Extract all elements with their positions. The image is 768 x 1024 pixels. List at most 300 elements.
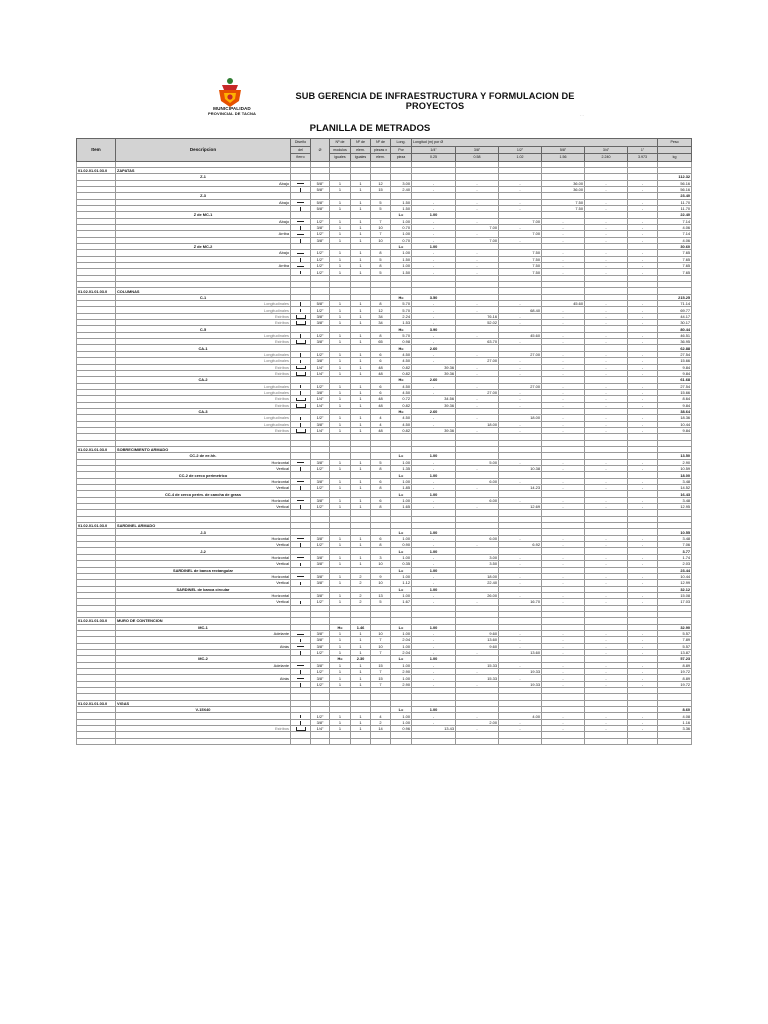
piezas-value: 10 xyxy=(371,580,391,586)
longitud-pieza-value: 1.00 xyxy=(391,643,412,649)
longitud-por-diametro: - xyxy=(585,459,628,465)
modulos-value: 1 xyxy=(330,561,351,567)
elementos-value: 1 xyxy=(351,662,371,668)
piezas-value: 8 xyxy=(371,332,391,338)
longitud-pieza-value: 1.00 xyxy=(391,554,412,560)
longitud-por-diametro: - xyxy=(628,478,658,484)
longitud-por-diametro: - xyxy=(585,199,628,205)
longitud-por-diametro: 7.50 xyxy=(542,205,585,211)
modulos-value: 1 xyxy=(330,580,351,586)
longitud-por-diametro: - xyxy=(585,669,628,675)
longitud-por-diametro: - xyxy=(628,415,658,421)
empty-cell xyxy=(291,738,311,744)
longitud-por-diametro: - xyxy=(542,726,585,732)
under-shape-icon xyxy=(297,202,304,203)
longitud-por-diametro: - xyxy=(456,396,499,402)
diameter-value: 3/8" xyxy=(311,637,330,643)
longitud-por-diametro: - xyxy=(499,205,542,211)
element-length-label: L= xyxy=(391,624,412,630)
longitud-por-diametro: - xyxy=(412,339,456,345)
section-item-code: 01.02.01.01.03.0 xyxy=(77,523,116,529)
longitud-por-diametro: 13.60 xyxy=(499,649,542,655)
longitud-por-diametro: - xyxy=(585,351,628,357)
peso-value: 4.08 xyxy=(658,713,692,719)
header-nmodulos-1: Nº de xyxy=(330,139,351,147)
longitud-por-diametro: - xyxy=(628,396,658,402)
longitud-por-diametro: - xyxy=(542,370,585,376)
longitud-pieza-value: 0.90 xyxy=(391,542,412,548)
longitud-por-diametro: - xyxy=(628,231,658,237)
longitud-por-diametro: - xyxy=(499,675,542,681)
empty-cell xyxy=(456,738,499,744)
elementos-value: 1 xyxy=(351,269,371,275)
empty-cell xyxy=(391,738,412,744)
longitud-por-diametro: - xyxy=(585,535,628,541)
longitud-por-diametro: - xyxy=(585,630,628,636)
longitud-por-diametro: 39.36 xyxy=(412,427,456,433)
longitud-por-diametro: - xyxy=(499,497,542,503)
section-title: ZAPATAS xyxy=(116,167,291,173)
piezas-value: 7 xyxy=(371,649,391,655)
longitud-por-diametro: - xyxy=(542,719,585,725)
modulos-value: 1 xyxy=(330,592,351,598)
under-shape-icon xyxy=(297,481,304,482)
longitud-por-diametro: - xyxy=(499,427,542,433)
longitud-por-diametro: - xyxy=(456,427,499,433)
diameter-value: 1/2" xyxy=(311,218,330,224)
longitud-por-diametro: - xyxy=(412,681,456,687)
longitud-por-diametro: - xyxy=(499,313,542,319)
longitud-por-diametro: - xyxy=(628,332,658,338)
longitud-por-diametro: 15.33 xyxy=(456,675,499,681)
longitud-por-diametro: - xyxy=(412,497,456,503)
modulos-value: 1 xyxy=(330,396,351,402)
header-disenio-2: del xyxy=(291,146,311,154)
header-npiezas-3: elem. xyxy=(371,154,391,162)
longitud-por-diametro: - xyxy=(499,396,542,402)
longitud-por-diametro: - xyxy=(412,415,456,421)
piezas-value: 4 xyxy=(371,415,391,421)
peso-value: 44.17 xyxy=(658,313,692,319)
longitud-por-diametro: - xyxy=(628,662,658,668)
bar-shape-icon xyxy=(300,302,301,306)
longitud-por-diametro: - xyxy=(499,364,542,370)
longitud-por-diametro: - xyxy=(585,599,628,605)
piezas-value: 48 xyxy=(371,396,391,402)
longitud-por-diametro: 12.69 xyxy=(499,504,542,510)
longitud-por-diametro: - xyxy=(542,681,585,687)
bracket-shape-icon xyxy=(296,727,306,731)
longitud-por-diametro: - xyxy=(585,320,628,326)
longitud-por-diametro: 7.50 xyxy=(499,250,542,256)
peso-value: 8.64 xyxy=(658,396,692,402)
header-npiezas-1: Nº de xyxy=(371,139,391,147)
longitud-por-diametro: 36.00 xyxy=(542,186,585,192)
row-description: Estribos xyxy=(116,313,291,319)
longitud-por-diametro: - xyxy=(542,250,585,256)
diameter-value: 3/8" xyxy=(311,573,330,579)
modulos-value: 1 xyxy=(330,643,351,649)
modulos-value: 1 xyxy=(330,681,351,687)
peso-value: 7.14 xyxy=(658,218,692,224)
row-description: Longitudinales xyxy=(116,383,291,389)
element-length-value: 3.50 xyxy=(412,294,456,300)
longitud-por-diametro: - xyxy=(585,504,628,510)
longitud-por-diametro: - xyxy=(585,269,628,275)
longitud-por-diametro: - xyxy=(628,402,658,408)
longitud-por-diametro: - xyxy=(542,307,585,313)
longitud-por-diametro: 19.33 xyxy=(499,681,542,687)
element-length-label: L= xyxy=(391,529,412,535)
peso-value: 9.84 xyxy=(658,370,692,376)
piezas-value: 4 xyxy=(371,421,391,427)
header-kg: kg xyxy=(658,154,692,162)
bar-shape-icon xyxy=(300,467,301,471)
under-shape-icon xyxy=(297,462,304,463)
bar-shape-icon xyxy=(300,258,301,262)
header-diameter: 1/4" xyxy=(412,146,456,154)
piezas-value: 5 xyxy=(371,599,391,605)
longitud-pieza-value: 1.00 xyxy=(391,630,412,636)
longitud-pieza-value: 1.00 xyxy=(391,250,412,256)
modulos-value: 1 xyxy=(330,186,351,192)
element-length-value: 1.00 xyxy=(412,529,456,535)
longitud-por-diametro: - xyxy=(499,592,542,598)
section-item-code: 01.02.01.01.03.0 xyxy=(77,446,116,452)
longitud-por-diametro: - xyxy=(412,389,456,395)
longitud-por-diametro: - xyxy=(542,592,585,598)
diameter-value: 1/2" xyxy=(311,466,330,472)
longitud-por-diametro: - xyxy=(542,637,585,643)
longitud-por-diametro: 16.70 xyxy=(499,599,542,605)
diameter-value: 5/8" xyxy=(311,180,330,186)
row-description: Horizontal xyxy=(116,592,291,598)
peso-value: 15.66 xyxy=(658,389,692,395)
longitud-por-diametro: - xyxy=(585,478,628,484)
peso-value: 8.89 xyxy=(658,675,692,681)
modulos-value: 1 xyxy=(330,313,351,319)
piezas-value: 8 xyxy=(371,301,391,307)
row-description: Vertical xyxy=(116,466,291,472)
longitud-por-diametro: - xyxy=(585,681,628,687)
bar-shape-icon xyxy=(300,239,301,243)
longitud-por-diametro: 27.00 xyxy=(456,389,499,395)
longitud-por-diametro: - xyxy=(628,542,658,548)
header-long-2: Por xyxy=(391,146,412,154)
diameter-value: 3/8" xyxy=(311,421,330,427)
longitud-por-diametro: - xyxy=(542,497,585,503)
piezas-value: 65 xyxy=(371,339,391,345)
elementos-value: 2 xyxy=(351,580,371,586)
elementos-value: 1 xyxy=(351,339,371,345)
longitud-por-diametro: - xyxy=(499,186,542,192)
longitud-por-diametro: - xyxy=(412,542,456,548)
diameter-value: 3/8" xyxy=(311,535,330,541)
longitud-por-diametro: - xyxy=(585,643,628,649)
row-description: Abajo xyxy=(116,199,291,205)
longitud-por-diametro: - xyxy=(456,681,499,687)
piezas-value: 6 xyxy=(371,497,391,503)
elementos-value: 1 xyxy=(351,485,371,491)
elementos-value: 2 xyxy=(351,599,371,605)
longitud-por-diametro: - xyxy=(628,726,658,732)
bracket-shape-icon xyxy=(296,366,306,370)
diameter-value: 1/2" xyxy=(311,256,330,262)
element-weight-total: 8.60 xyxy=(658,707,692,713)
longitud-por-diametro: - xyxy=(542,351,585,357)
longitud-por-diametro: - xyxy=(499,421,542,427)
diameter-value: 1/2" xyxy=(311,681,330,687)
section-title: MURO DE CONTENCION xyxy=(116,618,291,624)
longitud-por-diametro: - xyxy=(585,421,628,427)
longitud-por-diametro: - xyxy=(456,485,499,491)
longitud-por-diametro: - xyxy=(456,307,499,313)
page-header-title xyxy=(270,91,600,111)
modulos-value: 1 xyxy=(330,301,351,307)
modulos-value: 1 xyxy=(330,205,351,211)
peso-value: 1.74 xyxy=(658,554,692,560)
longitud-por-diametro: - xyxy=(412,637,456,643)
longitud-por-diametro: - xyxy=(542,535,585,541)
longitud-pieza-value: 2.90 xyxy=(391,669,412,675)
longitud-pieza-value: 1.00 xyxy=(391,573,412,579)
row-description: Estribos xyxy=(116,339,291,345)
longitud-por-diametro: - xyxy=(542,554,585,560)
empty-cell xyxy=(542,738,585,744)
bar-shape-icon xyxy=(300,226,301,230)
longitud-por-diametro: - xyxy=(628,713,658,719)
longitud-por-diametro: - xyxy=(628,250,658,256)
header-nelem-2: elem. xyxy=(351,146,371,154)
modulos-value: 1 xyxy=(330,199,351,205)
elementos-value: 1 xyxy=(351,396,371,402)
bar-shape-icon xyxy=(300,683,301,687)
modulos-value: 1 xyxy=(330,383,351,389)
longitud-por-diametro: - xyxy=(628,205,658,211)
longitud-por-diametro: - xyxy=(412,561,456,567)
longitud-por-diametro: - xyxy=(456,669,499,675)
header-diameter: 1/2" xyxy=(499,146,542,154)
peso-value: 7.65 xyxy=(658,256,692,262)
bar-shape-icon xyxy=(300,334,301,338)
diameter-value: 3/8" xyxy=(311,358,330,364)
longitud-por-diametro: 7.50 xyxy=(499,256,542,262)
longitud-por-diametro: - xyxy=(499,478,542,484)
longitud-por-diametro: - xyxy=(412,478,456,484)
piezas-value: 5 xyxy=(371,256,391,262)
piezas-value: 13 xyxy=(371,592,391,598)
longitud-por-diametro: - xyxy=(628,497,658,503)
longitud-por-diametro: - xyxy=(412,358,456,364)
longitud-por-diametro: - xyxy=(585,637,628,643)
elementos-value: 1 xyxy=(351,497,371,503)
longitud-por-diametro: - xyxy=(412,421,456,427)
longitud-por-diametro: - xyxy=(585,383,628,389)
longitud-por-diametro: 6.92 xyxy=(499,542,542,548)
elementos-value: 1 xyxy=(351,389,371,395)
longitud-por-diametro: - xyxy=(542,580,585,586)
peso-value: 7.65 xyxy=(658,263,692,269)
peso-value: 15.08 xyxy=(658,592,692,598)
longitud-por-diametro: - xyxy=(456,199,499,205)
under-shape-icon xyxy=(297,646,304,647)
peso-value: 7.06 xyxy=(658,542,692,548)
under-shape-icon xyxy=(297,678,304,679)
element-name: CC-2 de cerco perimetrico xyxy=(116,472,291,478)
longitud-por-diametro: - xyxy=(499,561,542,567)
longitud-por-diametro: - xyxy=(542,256,585,262)
bracket-shape-icon xyxy=(296,398,306,402)
piezas-value: 12 xyxy=(371,180,391,186)
bracket-shape-icon xyxy=(296,315,306,319)
element-length-label: L= xyxy=(391,243,412,249)
piezas-value: 6 xyxy=(371,535,391,541)
longitud-pieza-value: 1.67 xyxy=(391,599,412,605)
element-weight-total: 22.40 xyxy=(658,212,692,218)
element-name: CA-2 xyxy=(116,377,291,383)
piezas-value: 8 xyxy=(371,466,391,472)
header-weight: 0.25 xyxy=(412,154,456,162)
longitud-por-diametro: - xyxy=(412,237,456,243)
longitud-por-diametro: 45.60 xyxy=(499,332,542,338)
elementos-value: 1 xyxy=(351,681,371,687)
longitud-por-diametro: - xyxy=(542,675,585,681)
piezas-value: 6 xyxy=(371,389,391,395)
longitud-por-diametro: - xyxy=(628,719,658,725)
longitud-por-diametro: - xyxy=(542,358,585,364)
row-description: Longitudinales xyxy=(116,389,291,395)
longitud-por-diametro: - xyxy=(499,726,542,732)
longitud-por-diametro: - xyxy=(542,599,585,605)
row-description: Arriba xyxy=(116,231,291,237)
longitud-por-diametro: 27.00 xyxy=(456,358,499,364)
longitud-por-diametro: - xyxy=(628,649,658,655)
under-shape-icon xyxy=(297,183,304,184)
longitud-por-diametro: - xyxy=(499,535,542,541)
diameter-value: 5/8" xyxy=(311,301,330,307)
piezas-value: 3 xyxy=(371,554,391,560)
row-description: Abajo xyxy=(116,250,291,256)
modulos-value: 1 xyxy=(330,497,351,503)
diameter-value: 3/8" xyxy=(311,339,330,345)
modulos-value: 1 xyxy=(330,573,351,579)
peso-value: 18.36 xyxy=(658,415,692,421)
header-title-line1: SUB GERENCIA DE INFRAESTRUCTURA Y FORMULACION DE xyxy=(295,91,575,101)
longitud-por-diametro: - xyxy=(542,427,585,433)
longitud-por-diametro: - xyxy=(585,237,628,243)
row-description: Estribos xyxy=(116,402,291,408)
longitud-por-diametro: 63.70 xyxy=(456,339,499,345)
longitud-por-diametro: - xyxy=(628,681,658,687)
longitud-por-diametro: - xyxy=(585,301,628,307)
longitud-por-diametro: - xyxy=(628,358,658,364)
longitud-por-diametro: - xyxy=(628,599,658,605)
diameter-value: 1/2" xyxy=(311,250,330,256)
longitud-por-diametro: - xyxy=(456,256,499,262)
under-shape-icon xyxy=(297,634,304,635)
longitud-por-diametro: - xyxy=(456,231,499,237)
bar-shape-icon xyxy=(300,309,301,313)
longitud-por-diametro: - xyxy=(542,459,585,465)
longitud-pieza-value: 2.04 xyxy=(391,637,412,643)
element-length-value: 1.00 xyxy=(412,453,456,459)
element-length-value: 3.90 xyxy=(412,326,456,332)
modulos-value: 1 xyxy=(330,554,351,560)
diameter-value: 1/4" xyxy=(311,726,330,732)
peso-value: 71.14 xyxy=(658,301,692,307)
diameter-value: 3/8" xyxy=(311,580,330,586)
element-name: Z-1 xyxy=(116,174,291,180)
longitud-por-diametro: - xyxy=(628,320,658,326)
row-description: Longitudinales xyxy=(116,351,291,357)
longitud-por-diametro: - xyxy=(499,643,542,649)
longitud-pieza-value: 0.35 xyxy=(391,561,412,567)
element-length-label: L= xyxy=(391,453,412,459)
row-description: Arriba xyxy=(116,263,291,269)
element-name: V-15X40 xyxy=(116,707,291,713)
longitud-por-diametro: - xyxy=(412,218,456,224)
diameter-value: 3/8" xyxy=(311,630,330,636)
longitud-por-diametro: 34.56 xyxy=(412,396,456,402)
peso-value: 69.77 xyxy=(658,307,692,313)
modulos-value: 1 xyxy=(330,466,351,472)
modulos-value: 1 xyxy=(330,256,351,262)
elementos-value: 1 xyxy=(351,332,371,338)
longitud-pieza-value: 0.82 xyxy=(391,427,412,433)
longitud-por-diametro: - xyxy=(542,649,585,655)
longitud-por-diametro: - xyxy=(499,199,542,205)
longitud-por-diametro: - xyxy=(542,478,585,484)
longitud-por-diametro: - xyxy=(628,466,658,472)
longitud-por-diametro: - xyxy=(585,649,628,655)
section-item-code: 01.02.01.01.03.0 xyxy=(77,618,116,624)
under-shape-icon xyxy=(297,500,304,501)
header-nelem-1: Nº de xyxy=(351,139,371,147)
longitud-por-diametro: - xyxy=(499,389,542,395)
longitud-por-diametro: - xyxy=(412,599,456,605)
piezas-value: 10 xyxy=(371,561,391,567)
longitud-por-diametro: - xyxy=(542,630,585,636)
metrados-table xyxy=(76,138,692,745)
piezas-value: 7 xyxy=(371,669,391,675)
longitud-por-diametro: - xyxy=(499,580,542,586)
longitud-pieza-value: 0.96 xyxy=(391,726,412,732)
element-length-label: L= xyxy=(391,548,412,554)
longitud-por-diametro: - xyxy=(499,224,542,230)
element-length-label: L= xyxy=(391,656,412,662)
diameter-value: 1/4" xyxy=(311,427,330,433)
longitud-por-diametro: - xyxy=(456,250,499,256)
longitud-por-diametro: - xyxy=(412,383,456,389)
longitud-por-diametro: - xyxy=(628,669,658,675)
longitud-por-diametro: - xyxy=(628,301,658,307)
peso-value: 11.70 xyxy=(658,199,692,205)
modulos-value: 1 xyxy=(330,719,351,725)
element-weight-total: 57.23 xyxy=(658,656,692,662)
longitud-por-diametro: - xyxy=(499,459,542,465)
longitud-por-diametro: - xyxy=(585,497,628,503)
longitud-por-diametro: - xyxy=(585,224,628,230)
element-length-value: 1.00 xyxy=(412,567,456,573)
header-weight: 2.240 xyxy=(585,154,628,162)
header-diameter: 5/8" xyxy=(542,146,585,154)
diameter-value: 3/8" xyxy=(311,224,330,230)
elementos-value: 1 xyxy=(351,256,371,262)
peso-value: 5.57 xyxy=(658,643,692,649)
longitud-por-diametro: - xyxy=(585,485,628,491)
peso-value: 15.66 xyxy=(658,358,692,364)
longitud-por-diametro: - xyxy=(542,542,585,548)
